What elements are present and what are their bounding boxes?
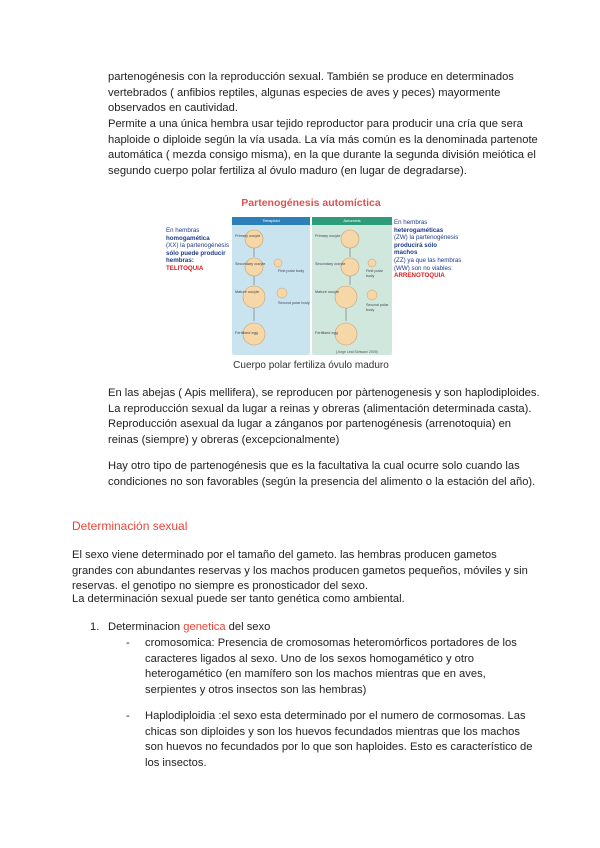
secondary-oocyte-cell — [341, 258, 359, 276]
first-polar-body-cell — [368, 259, 376, 267]
secondary-oocyte-cell — [245, 258, 263, 276]
panel-a-header: Tetraploid — [232, 217, 310, 225]
paragraph-automictic: Permite a una única hembra usar tejido reproductor para producir una cría que sera haploide o diploide según la vía usada. La vía más común es la denominada partenote automática ( mezda consigo misma), en la que durante la segunda división meiótica el segundo cuerpo polar fertiliza al óvulo maduro (en lugar de degradarse). — [108, 118, 538, 177]
bullet-dash: - — [126, 710, 130, 722]
list-item-text: Determinacion — [108, 621, 184, 633]
second-polar-body-cell — [277, 288, 287, 298]
primary-oocyte-cell — [341, 230, 359, 248]
left-note-line: homogamética — [166, 234, 210, 242]
paragraph-bees: En las abejas ( Apis mellifera), se reproducen por pàrtenogenesis y son haplodiploides. La reproducción sexual da lugar a reinas y obreras (alimentación determinada casta). Reproducción asexual da lugar a zánganos por partenogénesis (arrenotoquia) en reinas (siempre) y obreras (excepcionalmente) — [108, 387, 540, 446]
label: Primary oocyte — [315, 234, 341, 238]
parthenogenesis-figure — [160, 195, 462, 375]
list-item-text: del sexo — [225, 621, 271, 633]
sub-item-haplodiploidy: Haplodiploidia :el sexo esta determinado por el numero de cormosomas. Las chicas son diploides y son los huevos fecundados mientras que los machos son huevos no fecundados por lo que son haploides. Esto es característico de los insectos. — [145, 710, 533, 769]
label: Fertilised egg — [315, 331, 338, 335]
right-note-line: En hembras — [394, 219, 428, 226]
label: Mature oocyte — [235, 290, 260, 294]
paragraph-gamete-size: El sexo viene determinado por el tamaño del gameto. las hembras producen gametos grandes con abundantes reservas y los machos producen gametos pequeños, móviles y sin reservas. el genotipo no siempre es pronosticador del sexo. — [72, 549, 528, 593]
label: Fertilised egg — [235, 331, 258, 335]
paragraph-determination: La determinación sexual puede ser tanto genética como ambiental. — [72, 593, 405, 605]
label: Second polar body — [278, 301, 310, 305]
label: Mature oocyte — [315, 290, 340, 294]
list-item-highlight: genetica — [183, 621, 226, 633]
paragraph-vertebrates: partenogénesis con la reproducción sexual. También se produce en determinados vertebrados ( anfibios reptiles, algunas especies de aves y peces) mayormente observados en cautividad. — [108, 71, 514, 115]
label: Second polar body — [366, 303, 389, 312]
right-note-line: producirá sólo machos — [394, 241, 437, 257]
left-note-line: sólo puede producir hembras: — [166, 249, 226, 265]
figure-panel-automixis — [312, 217, 392, 355]
figure-left-note — [166, 227, 236, 273]
right-note-highlight: ARRENOTOQUIA — [394, 272, 445, 280]
list-number: 1. — [90, 621, 100, 633]
left-note-line: En hembras — [166, 227, 200, 234]
figure-title: Partenogénesis automíctica — [241, 197, 381, 209]
figure-panel-tetraploid — [232, 217, 310, 355]
label: Primary oocyte — [235, 234, 261, 238]
sub-item-chromosomic: cromosomica: Presencia de cromosomas heteromórficos portadores de los caracteres ligados al sexo. Uno de los sexos homogamético y otro heterogamético (en mamífero son los machos mientras que en aves, serpientes y otros insectos son las hembras) — [145, 637, 517, 696]
first-polar-body-cell — [274, 259, 282, 267]
right-note-line: heterogaméticas — [394, 226, 444, 234]
label: First polar body — [278, 269, 305, 273]
label: First polar body — [366, 269, 383, 278]
left-note-highlight: TELITOQUIA — [166, 264, 204, 272]
figure-right-note — [394, 219, 462, 280]
second-polar-body-cell — [367, 290, 377, 300]
label: Secondary oocyte — [315, 262, 346, 266]
section-heading: Determinación sexual — [72, 519, 188, 533]
right-note-line: (ZW) la partenogénesis — [394, 234, 459, 242]
figure-credit: (Jorge Leal Schwarz 2009) — [336, 350, 378, 354]
list-item-genetic — [108, 620, 270, 636]
label: Secondary oocyte — [235, 262, 266, 266]
right-note-line: (ZZ) ya que las hembras (WW) son no viables: — [394, 256, 462, 272]
fertilised-egg-cell — [335, 323, 357, 345]
left-note-line: (XX) la partenogénesis — [166, 242, 229, 250]
paragraph-facultative: Hay otro tipo de partenogénesis que es la facultativa la cual ocurre solo cuando las condiciones no son favorables (según la presencia del alimento o la estación del año). — [108, 460, 536, 488]
figure-caption: Cuerpo polar fertiliza óvulo maduro — [233, 360, 389, 371]
panel-b-header: Automixis — [312, 217, 392, 225]
primary-oocyte-cell — [245, 230, 263, 248]
bullet-dash: - — [126, 637, 130, 649]
